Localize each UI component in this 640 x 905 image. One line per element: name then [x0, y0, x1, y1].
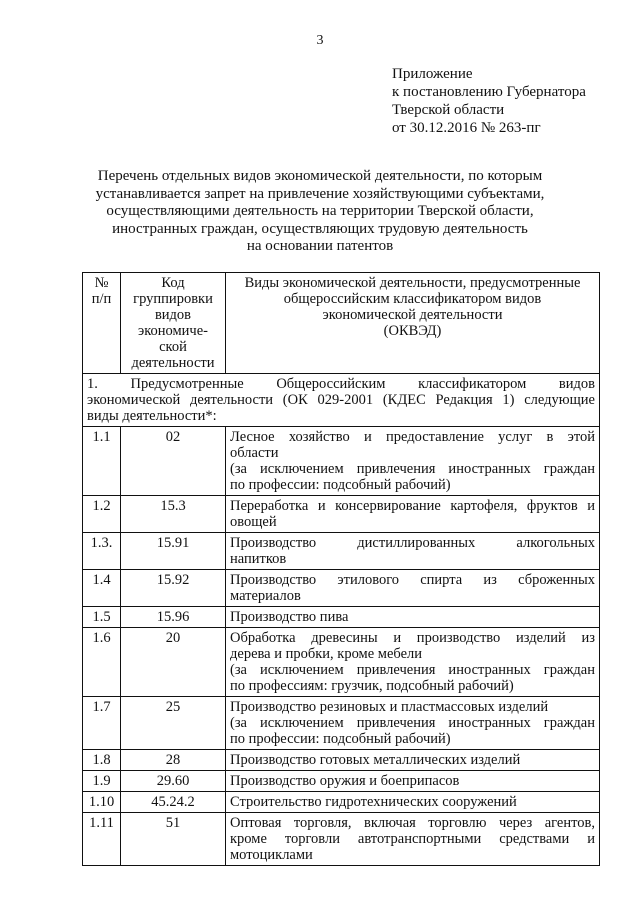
table-header-row [83, 273, 600, 374]
table-row [83, 750, 600, 771]
table-row [83, 427, 600, 496]
table-row [83, 792, 600, 813]
row-number: 1.5 [83, 607, 121, 628]
table-row [83, 697, 600, 750]
row-number: 1.1 [83, 427, 121, 496]
row-code: 45.24.2 [121, 792, 226, 813]
appendix-line: к постановлению Губернатора [392, 84, 586, 100]
row-number: 1.8 [83, 750, 121, 771]
header-activities: Виды экономической деятельности, предусмотренные общероссийским классификатором видов экономической деятельности (ОКВЭД) [226, 273, 600, 374]
table-row [83, 607, 600, 628]
row-code: 51 [121, 813, 226, 866]
row-number: 1.6 [83, 628, 121, 697]
description-line: области [230, 445, 279, 461]
row-code: 29.60 [121, 771, 226, 792]
row-number: 1.3. [83, 533, 121, 570]
row-description [226, 813, 600, 866]
appendix-line: от 30.12.2016 № 263-пг [392, 120, 541, 136]
row-description [226, 628, 600, 697]
description-line: кроме торговли автотранспортными средствами и [230, 831, 595, 847]
document-title [80, 168, 560, 256]
table-row [83, 771, 600, 792]
description-line: Производство дистиллированных алкогольных [230, 535, 595, 551]
row-code: 15.3 [121, 496, 226, 533]
row-code: 15.92 [121, 570, 226, 607]
description-line: напитков [230, 551, 287, 567]
header-number: № п/п [83, 273, 121, 374]
title-line: иностранных граждан, осуществляющих трудовую деятельность [112, 220, 528, 237]
description-line: по профессии: подсобный рабочий) [230, 477, 451, 493]
description-line: по профессиям: грузчик, подсобный рабочий) [230, 678, 514, 694]
description-line: Обработка древесины и производство изделий из [230, 630, 595, 646]
appendix-line: Тверской области [392, 102, 505, 118]
description-line: Лесное хозяйство и предоставление услуг в этой [230, 429, 595, 445]
table-row [83, 570, 600, 607]
appendix-line: Приложение [392, 66, 473, 82]
row-description [226, 533, 600, 570]
row-description [226, 750, 600, 771]
section-text: 1. Предусмотренные Общероссийским классификатором видов экономической деятельности (ОК 029-2001 (КДЕС Редакция 1) следующие виды деятельности*: [83, 374, 600, 427]
row-description [226, 607, 600, 628]
description-line: Производство оружия и боеприпасов [230, 773, 460, 789]
row-description [226, 697, 600, 750]
row-number: 1.10 [83, 792, 121, 813]
row-number: 1.7 [83, 697, 121, 750]
row-number: 1.4 [83, 570, 121, 607]
page-number: 3 [316, 33, 324, 48]
description-line: Производство резиновых и пластмассовых изделий [230, 699, 549, 715]
description-line: дерева и пробки, кроме мебели [230, 646, 423, 662]
title-line: осуществляющими деятельность на территории Тверской области, [106, 203, 534, 220]
description-line: овощей [230, 514, 277, 530]
description-line: (за исключением привлечения иностранных граждан [230, 461, 595, 477]
title-line: Перечень отдельных видов экономической деятельности, по которым [97, 168, 543, 184]
row-code: 28 [121, 750, 226, 771]
description-line: Строительство гидротехнических сооружений [230, 794, 517, 810]
table-row [83, 533, 600, 570]
activities-table [82, 272, 600, 866]
description-line: (за исключением привлечения иностранных граждан [230, 662, 595, 678]
description-line: Переработка и консервирование картофеля, фруктов и [230, 498, 595, 514]
title-line: устанавливается запрет на привлечение хозяйствующими субъектами, [95, 185, 545, 202]
table-row [83, 496, 600, 533]
row-code: 02 [121, 427, 226, 496]
title-line: на основании патентов [246, 238, 394, 255]
description-line: мотоциклами [230, 847, 313, 863]
description-line: Производство пива [230, 609, 349, 625]
header-code: Код группировки видов экономиче- ской деятельности [121, 273, 226, 374]
row-number: 1.2 [83, 496, 121, 533]
description-line: (за исключением привлечения иностранных граждан [230, 715, 595, 731]
appendix-block [392, 65, 586, 137]
row-code: 15.91 [121, 533, 226, 570]
row-code: 20 [121, 628, 226, 697]
row-description [226, 771, 600, 792]
row-code: 25 [121, 697, 226, 750]
description-line: Производство готовых металлических изделий [230, 752, 521, 768]
row-description [226, 570, 600, 607]
description-line: по профессии: подсобный рабочий) [230, 731, 451, 747]
row-description [226, 792, 600, 813]
description-line: Оптовая торговля, включая торговлю через агентов, [230, 815, 595, 831]
row-number: 1.9 [83, 771, 121, 792]
row-number: 1.11 [83, 813, 121, 866]
description-line: материалов [230, 588, 301, 604]
table-row [83, 813, 600, 866]
section-row [83, 374, 600, 427]
row-description [226, 427, 600, 496]
row-code: 15.96 [121, 607, 226, 628]
row-description [226, 496, 600, 533]
table-row [83, 628, 600, 697]
description-line: Производство этилового спирта из сброженных [230, 572, 595, 588]
